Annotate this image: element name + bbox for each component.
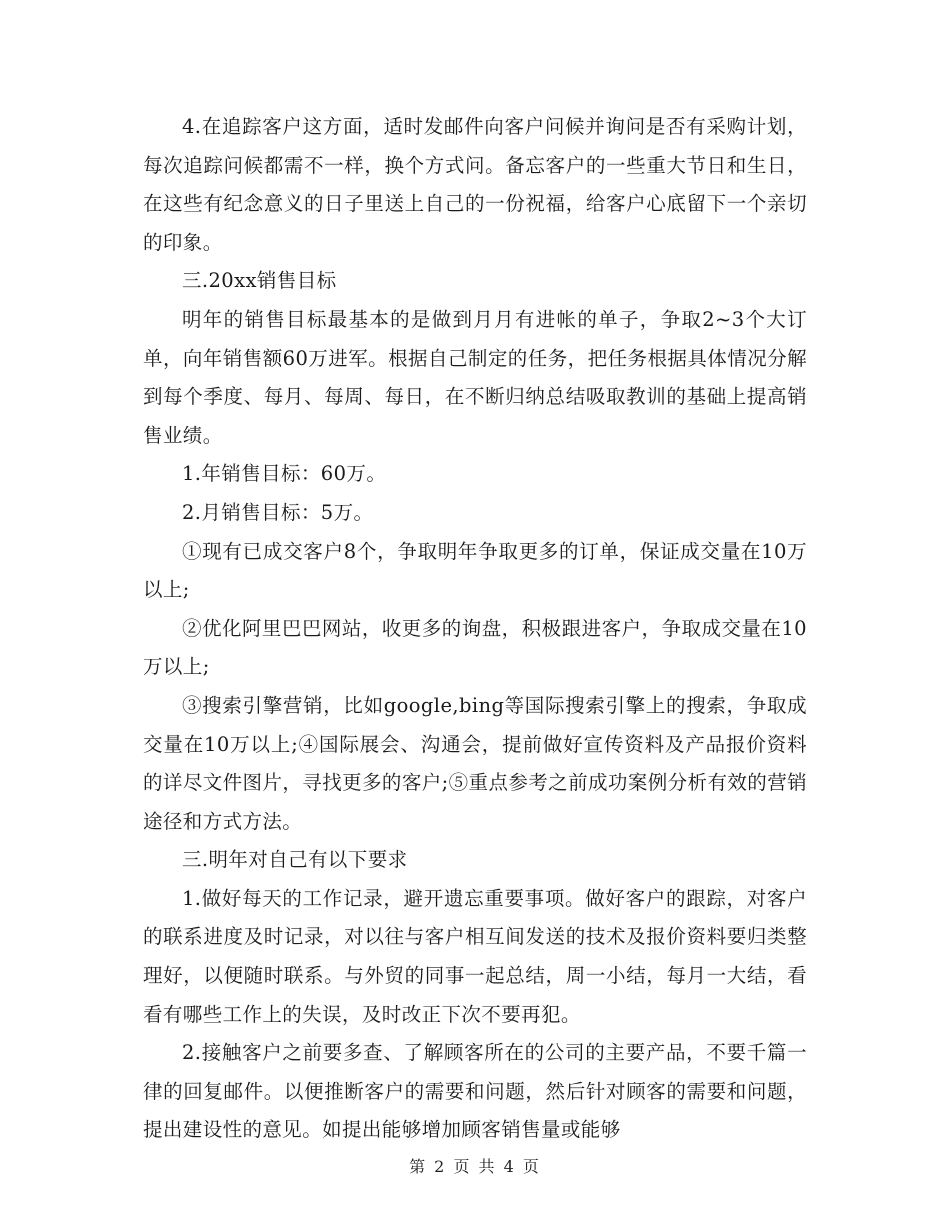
paragraph-requirement-2: 2.接触客户之前要多查、了解顾客所在的公司的主要产品，不要千篇一律的回复邮件。以便推断客户的需要和问题，然后针对顾客的需要和问题，提出建设性的意见。如提出能够增加顾客销售量或能够	[143, 1041, 807, 1142]
paragraph-item-3-5: ③搜索引擎营销，比如google,bing等国际搜索引擎上的搜索，争取成交量在10万以上;④国际展会、沟通会，提前做好宣传资料及产品报价资料的详尽文件图片，寻找更多的客户;⑤重点参考之前成功案例分析有效的营销途径和方式方法。	[143, 693, 807, 833]
paragraph-monthly-target: 2.月销售目标：5万。	[182, 500, 374, 524]
paragraph-requirement-1: 1.做好每天的工作记录，避开遗忘重要事项。做好客户的跟踪，对客户的联系进度及时记录，对以往与客户相互间发送的技术及报价资料要归类整理好，以便随时联系。与外贸的同事一起总结，周一小结，每月一大结，看看有哪些工作上的失误，及时改正下次不要再犯。	[143, 886, 807, 1026]
document-body	[143, 108, 807, 1150]
paragraph-item-2: ②优化阿里巴巴网站，收更多的询盘，积极跟进客户，争取成交量在10万以上;	[143, 616, 807, 679]
paragraph-sales-goal: 明年的销售目标最基本的是做到月月有进帐的单子，争取2~3个大订单，向年销售额60万进军。根据自己制定的任务，把任务根据具体情况分解到每个季度、每月、每周、每日，在不断归纳总结吸取教训的基础上提高销售业绩。	[143, 307, 807, 447]
page-number-footer: 第 2 页 共 4 页	[409, 1157, 541, 1176]
section-heading-requirements: 三.明年对自己有以下要求	[182, 848, 408, 872]
paragraph-follow-up: 4.在追踪客户这方面，适时发邮件向客户问候并询问是否有采购计划，每次追踪问候都需不一样，换个方式问。备忘客户的一些重大节日和生日，在这些有纪念意义的日子里送上自己的一份祝福，给客户心底留下一个亲切的印象。	[143, 115, 807, 254]
section-heading-sales-goal: 三.20xx销售目标	[182, 269, 337, 293]
paragraph-item-1: ①现有已成交客户8个，争取明年争取更多的订单，保证成交量在10万以上;	[143, 539, 807, 602]
paragraph-annual-target: 1.年销售目标：60万。	[182, 462, 387, 486]
